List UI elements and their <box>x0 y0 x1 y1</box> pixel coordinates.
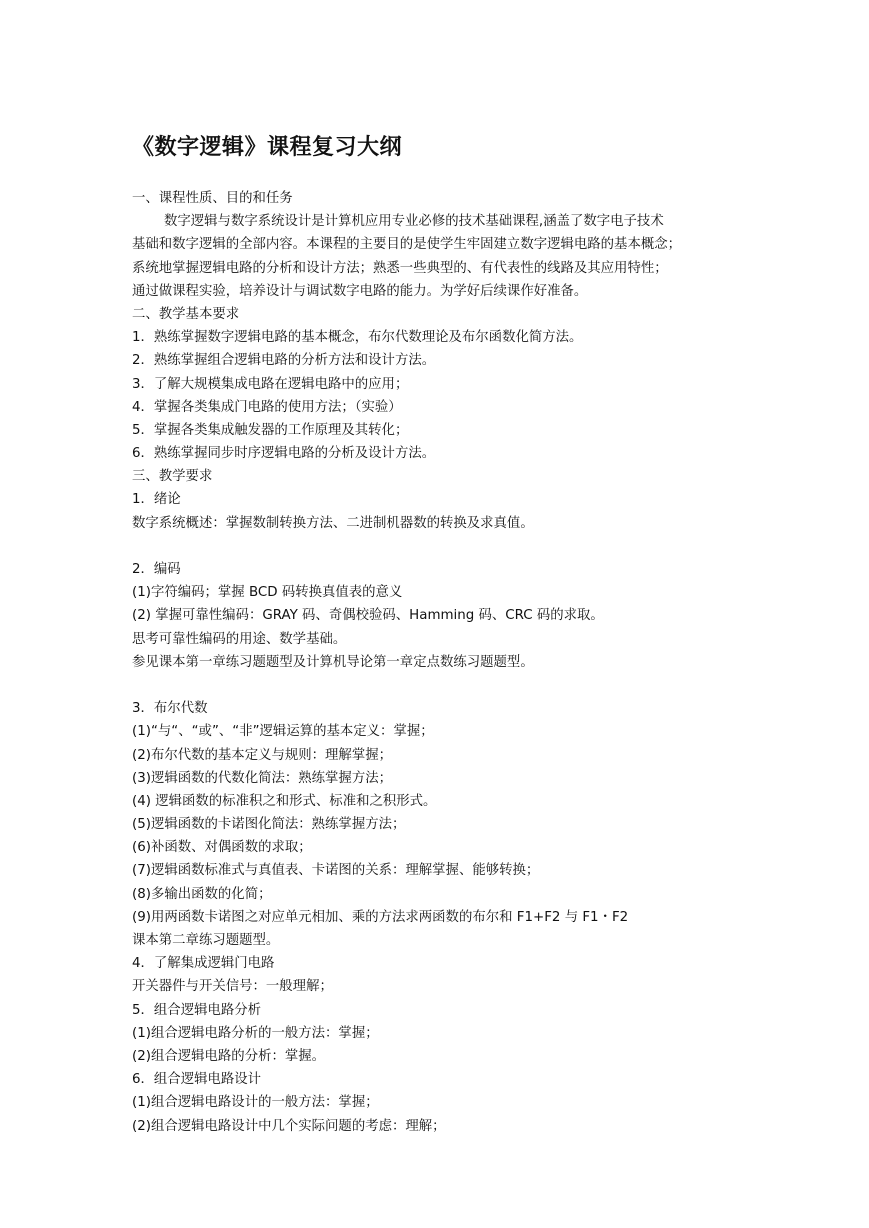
text-line: 基础和数字逻辑的全部内容。本课程的主要目的是使学生牢固建立数字逻辑电路的基本概念； <box>132 237 682 253</box>
text-line: (8)多输出函数的化简； <box>132 886 272 902</box>
text-line: 数字系统概述：掌握数制转换方法、二进制机器数的转换及求真值。 <box>132 515 534 531</box>
text-line: 6．组合逻辑电路设计 <box>132 1072 262 1088</box>
text-line: 思考可靠性编码的用途、数学基础。 <box>132 631 347 647</box>
text-line: 参见课本第一章练习题题型及计算机导论第一章定点数练习题题型。 <box>132 654 534 670</box>
text-line: 5．掌握各类集成触发器的工作原理及其转化； <box>132 422 409 438</box>
text-line: 3．布尔代数 <box>132 701 208 717</box>
document-title: 《数字逻辑》课程复习大纲 <box>132 135 403 160</box>
text-line: (2) 掌握可靠性编码：GRAY 码、奇偶校验码、Hamming 码、CRC 码的求取。 <box>132 608 604 624</box>
text-line: 系统地掌握逻辑电路的分析和设计方法；熟悉一些典型的、有代表性的线路及其应用特性； <box>132 260 668 276</box>
text-line: 2．熟练掌握组合逻辑电路的分析方法和设计方法。 <box>132 353 436 369</box>
blank-line <box>132 535 742 558</box>
text-line: (2)布尔代数的基本定义与规则：理解掌握； <box>132 747 392 763</box>
blank-line <box>132 674 742 697</box>
text-line: 课本第二章练习题题型。 <box>132 933 280 948</box>
text-line: (4) 逻辑函数的标准积之和形式、标准和之积形式。 <box>132 793 437 809</box>
text-line: 二、教学基本要求 <box>132 306 240 322</box>
text-line: 6．熟练掌握同步时序逻辑电路的分析及设计方法。 <box>132 446 436 462</box>
text-line: (2)组合逻辑电路的分析：掌握。 <box>132 1048 326 1064</box>
text-line: (6)补函数、对偶函数的求取； <box>132 840 312 856</box>
text-line: 4．了解集成逻辑门电路 <box>132 956 275 972</box>
text-line: 1．绪论 <box>132 492 181 508</box>
text-line: 1．熟练掌握数字逻辑电路的基本概念，布尔代数理论及布尔函数化简方法。 <box>132 330 583 346</box>
text-line: 通过做课程实验，培养设计与调试数字电路的能力。为学好后续课作好准备。 <box>132 283 588 299</box>
text-line: 三、教学要求 <box>132 469 213 485</box>
text-line: 3．了解大规模集成电路在逻辑电路中的应用； <box>132 376 409 392</box>
text-line: (9)用两函数卡诺图之对应单元相加、乘的方法求两函数的布尔和 F1+F2 与 F1・F2 <box>132 909 629 925</box>
text-line: (1)组合逻辑电路设计的一般方法：掌握； <box>132 1095 379 1111</box>
text-line: (5)逻辑函数的卡诺图化简法：熟练掌握方法； <box>132 817 406 833</box>
text-line: 开关器件与开关信号：一般理解； <box>132 979 333 995</box>
text-line: 数字逻辑与数字系统设计是计算机应用专业必修的技术基础课程,涵盖了数字电子技术 <box>164 214 664 230</box>
text-line: 一、课程性质、目的和任务 <box>132 191 293 206</box>
text-line: (7)逻辑函数标准式与真值表、卡诺图的关系：理解掌握、能够转换； <box>132 863 540 879</box>
text-line: 2．编码 <box>132 562 181 577</box>
text-line: (1)“与“、“或”、“非”逻辑运算的基本定义：掌握； <box>132 724 434 740</box>
text-line: (3)逻辑函数的代数化简法：熟练掌握方法； <box>132 770 392 786</box>
text-line: (2)组合逻辑电路设计中几个实际问题的考虑：理解； <box>132 1118 446 1134</box>
text-line: 4．掌握各类集成门电路的使用方法；（实验） <box>132 399 402 415</box>
text-line: (1)字符编码；掌握 BCD 码转换真值表的意义 <box>132 585 403 601</box>
text-line: 5．组合逻辑电路分析 <box>132 1002 262 1018</box>
document-body <box>132 187 742 1138</box>
text-line: (1)组合逻辑电路分析的一般方法：掌握； <box>132 1025 379 1041</box>
